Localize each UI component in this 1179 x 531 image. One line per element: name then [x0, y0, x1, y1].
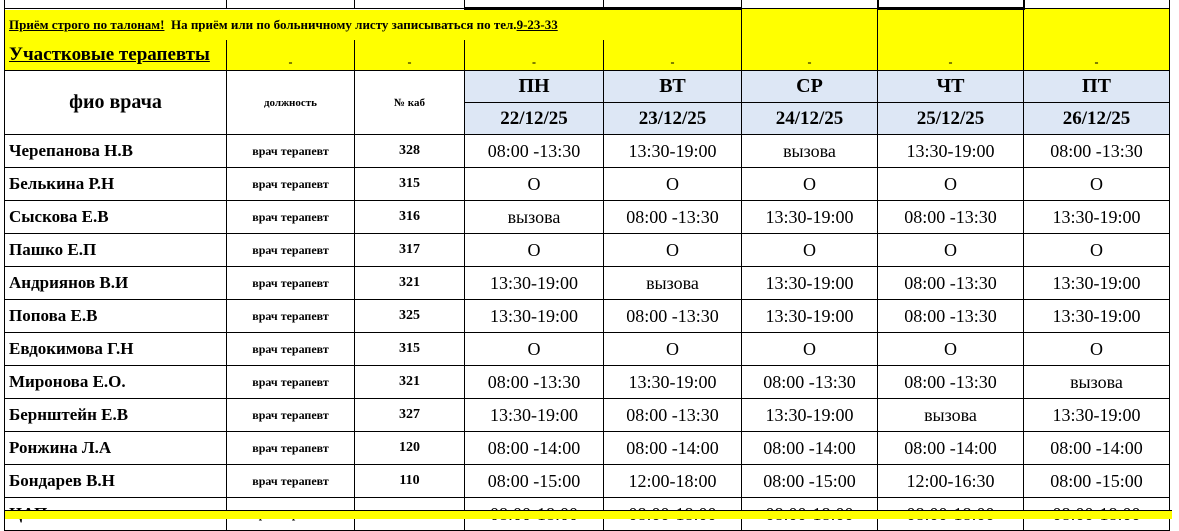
- doctor-position: врач терапевт: [227, 201, 355, 234]
- doctor-row: [5, 234, 1170, 267]
- slot-tue: О: [604, 333, 742, 366]
- top-stub-row: [5, 0, 1170, 9]
- slot-tue: О: [604, 168, 742, 201]
- doctor-room: 316: [355, 201, 465, 234]
- doctor-room: 315: [355, 168, 465, 201]
- date-wed: 24/12/25: [742, 103, 878, 135]
- header-name: фио врача: [5, 71, 227, 135]
- day-mon: ПН: [465, 71, 604, 103]
- doctor-room: 317: [355, 234, 465, 267]
- slot-fri: О: [1024, 234, 1170, 267]
- slot-fri: 13:30-19:00: [1024, 399, 1170, 432]
- slot-mon: 13:30-19:00: [465, 399, 604, 432]
- section-title: Участковые терапевты: [5, 40, 227, 71]
- doctor-row: [5, 267, 1170, 300]
- dash-mark: -: [1024, 40, 1170, 71]
- slot-tue: 08:00 -13:30: [604, 300, 742, 333]
- slot-wed: 13:30-19:00: [742, 399, 878, 432]
- slot-tue: 13:30-19:00: [604, 366, 742, 399]
- slot-wed: О: [742, 234, 878, 267]
- notice-text: Приём строго по талонам! На приём или по больничному листу записываться по тел.9-23-33: [5, 9, 742, 41]
- dash-mark: -: [355, 40, 465, 71]
- doctor-row: [5, 465, 1170, 498]
- header-day-row: [5, 71, 1170, 103]
- slot-wed: 08:00 -14:00: [742, 432, 878, 465]
- slot-thu: О: [878, 234, 1024, 267]
- slot-fri: О: [1024, 333, 1170, 366]
- slot-mon: О: [465, 168, 604, 201]
- doctor-name: Бондарев В.Н: [5, 465, 227, 498]
- doctor-name: Черепанова Н.В: [5, 135, 227, 168]
- dash-mark: -: [878, 40, 1024, 71]
- slot-fri: 08:00 -15:00: [1024, 465, 1170, 498]
- doctor-name: Андриянов В.И: [5, 267, 227, 300]
- dash-mark: -: [742, 40, 878, 71]
- slot-mon: 13:30-19:00: [465, 300, 604, 333]
- doctor-room: 321: [355, 366, 465, 399]
- slot-wed: О: [742, 333, 878, 366]
- notice-row: [5, 9, 1170, 41]
- doctor-position: врач терапевт: [227, 135, 355, 168]
- doctor-row: [5, 399, 1170, 432]
- slot-wed: 13:30-19:00: [742, 300, 878, 333]
- doctor-room: 325: [355, 300, 465, 333]
- slot-fri: вызова: [1024, 366, 1170, 399]
- date-tue: 23/12/25: [604, 103, 742, 135]
- doctor-room: 110: [355, 465, 465, 498]
- slot-thu: 08:00 -13:30: [878, 300, 1024, 333]
- section-row: [5, 40, 1170, 71]
- slot-wed: О: [742, 168, 878, 201]
- day-wed: СР: [742, 71, 878, 103]
- slot-wed: вызова: [742, 135, 878, 168]
- doctor-row: [5, 135, 1170, 168]
- slot-tue: вызова: [604, 267, 742, 300]
- doctor-position: врач терапевт: [227, 267, 355, 300]
- doctor-position: врач терапевт: [227, 366, 355, 399]
- bottom-yellow-band: [4, 510, 1172, 519]
- slot-tue: 08:00 -14:00: [604, 432, 742, 465]
- dash-mark: -: [465, 40, 604, 71]
- slot-mon: О: [465, 234, 604, 267]
- header-position: должность: [227, 71, 355, 135]
- slot-thu: 08:00 -13:30: [878, 366, 1024, 399]
- slot-tue: 08:00 -13:30: [604, 399, 742, 432]
- doctor-row: [5, 201, 1170, 234]
- slot-tue: 08:00 -13:30: [604, 201, 742, 234]
- slot-mon: 08:00 -15:00: [465, 465, 604, 498]
- doctor-position: врач терапевт: [227, 399, 355, 432]
- doctor-position: врач терапевт: [227, 465, 355, 498]
- slot-fri: 08:00 -14:00: [1024, 432, 1170, 465]
- slot-thu: 08:00 -13:30: [878, 267, 1024, 300]
- slot-fri: 13:30-19:00: [1024, 267, 1170, 300]
- slot-wed: 08:00 -15:00: [742, 465, 878, 498]
- doctor-position: врач терапевт: [227, 432, 355, 465]
- doctor-name: Бернштейн Е.В: [5, 399, 227, 432]
- date-mon: 22/12/25: [465, 103, 604, 135]
- doctor-name: Миронова Е.О.: [5, 366, 227, 399]
- doctor-room: 321: [355, 267, 465, 300]
- slot-mon: 08:00 -13:30: [465, 135, 604, 168]
- date-fri: 26/12/25: [1024, 103, 1170, 135]
- slot-thu: О: [878, 168, 1024, 201]
- doctor-position: врач терапевт: [227, 234, 355, 267]
- doctor-room: 120: [355, 432, 465, 465]
- doctor-name: Ронжина Л.А: [5, 432, 227, 465]
- slot-tue: О: [604, 234, 742, 267]
- slot-fri: О: [1024, 168, 1170, 201]
- doctor-position: врач терапевт: [227, 168, 355, 201]
- slot-mon: вызова: [465, 201, 604, 234]
- slot-fri: 13:30-19:00: [1024, 201, 1170, 234]
- doctor-name: Попова Е.В: [5, 300, 227, 333]
- header-room: № каб: [355, 71, 465, 135]
- slot-mon: 13:30-19:00: [465, 267, 604, 300]
- slot-thu: вызова: [878, 399, 1024, 432]
- slot-wed: 08:00 -13:30: [742, 366, 878, 399]
- slot-mon: 08:00 -14:00: [465, 432, 604, 465]
- slot-wed: 13:30-19:00: [742, 201, 878, 234]
- day-tue: ВТ: [604, 71, 742, 103]
- doctor-row: [5, 300, 1170, 333]
- doctor-name: Сыскова Е.В: [5, 201, 227, 234]
- doctor-name: Белькина Р.Н: [5, 168, 227, 201]
- slot-mon: О: [465, 333, 604, 366]
- doctor-row: [5, 432, 1170, 465]
- slot-thu: 08:00 -14:00: [878, 432, 1024, 465]
- day-thu: ЧТ: [878, 71, 1024, 103]
- doctor-position: врач терапевт: [227, 300, 355, 333]
- slot-thu: 12:00-16:30: [878, 465, 1024, 498]
- doctor-room: 328: [355, 135, 465, 168]
- slot-fri: 08:00 -13:30: [1024, 135, 1170, 168]
- doctor-room: 315: [355, 333, 465, 366]
- slot-tue: 13:30-19:00: [604, 135, 742, 168]
- slot-mon: 08:00 -13:30: [465, 366, 604, 399]
- doctor-row: [5, 333, 1170, 366]
- doctor-row: [5, 366, 1170, 399]
- doctor-name: Пашко Е.П: [5, 234, 227, 267]
- dash-mark: -: [604, 40, 742, 71]
- dash-mark: -: [227, 40, 355, 71]
- schedule-table: [4, 0, 1170, 531]
- doctor-name: Евдокимова Г.Н: [5, 333, 227, 366]
- doctor-position: врач терапевт: [227, 333, 355, 366]
- date-thu: 25/12/25: [878, 103, 1024, 135]
- slot-thu: 13:30-19:00: [878, 135, 1024, 168]
- doctor-room: 327: [355, 399, 465, 432]
- slot-thu: О: [878, 333, 1024, 366]
- slot-tue: 12:00-18:00: [604, 465, 742, 498]
- slot-wed: 13:30-19:00: [742, 267, 878, 300]
- day-fri: ПТ: [1024, 71, 1170, 103]
- slot-thu: 08:00 -13:30: [878, 201, 1024, 234]
- doctor-row: [5, 168, 1170, 201]
- slot-fri: 13:30-19:00: [1024, 300, 1170, 333]
